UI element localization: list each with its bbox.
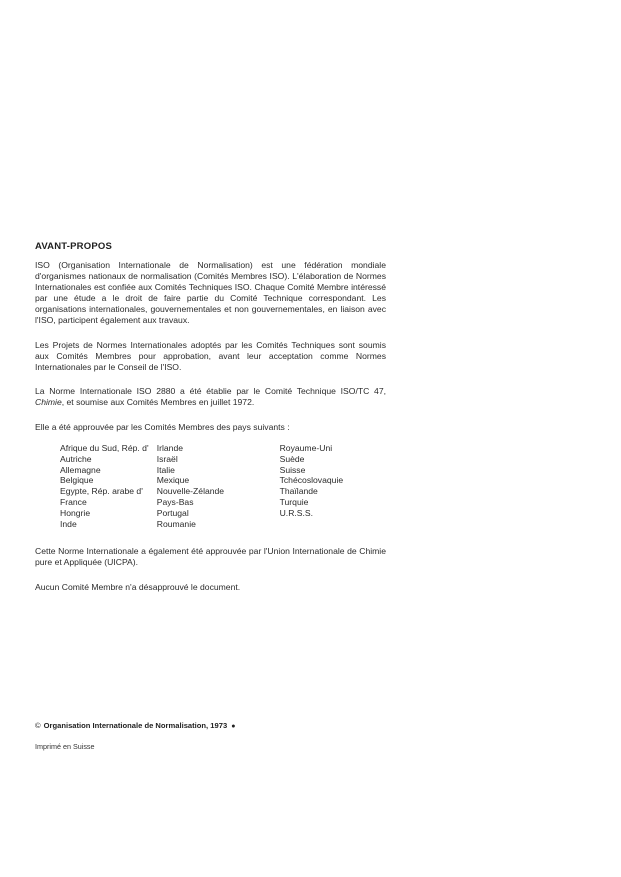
- country-item: Mexique: [156, 475, 190, 486]
- country-item: Royaume-Uni: [279, 443, 333, 453]
- country-item: Pays-Bas: [156, 496, 194, 507]
- countries-column-2: [157, 443, 280, 529]
- paragraph-standard-origin: [35, 386, 386, 408]
- paragraph-approval-intro: Elle a été approuvée par les Comités Membres des pays suivants :: [35, 422, 290, 432]
- printed-in-note: Imprimé en Suisse: [35, 742, 95, 751]
- country-item: Suède: [279, 453, 305, 464]
- country-item: Inde: [60, 518, 77, 529]
- bullet-icon: ●: [231, 723, 236, 730]
- country-item: Portugal: [156, 507, 189, 518]
- foreword-section: [35, 241, 386, 593]
- copyright-line: [35, 721, 435, 730]
- country-item: France: [60, 496, 87, 507]
- country-item: Autriche: [60, 453, 92, 464]
- country-item: Afrique du Sud, Rép. d': [60, 443, 149, 453]
- paragraph-iso-description: ISO (Organisation Internationale de Normalisation) est une fédération mondiale d'organismes nationaux de normalisation (Comités Membres ISO). L'élaboration de Normes Internationales est confiée aux Comités Techniques ISO. Chaque Comité Membre intéressé par une étude a le droit de faire partie du Comité Technique correspondant. Les organisations internationales, gouvernementales et non gouvernementales, en liaison avec l'ISO, participent également aux travaux.: [35, 260, 386, 325]
- country-item: Allemagne: [60, 464, 101, 475]
- countries-column-1: [60, 443, 157, 529]
- country-item: Suisse: [279, 464, 306, 475]
- country-item: Hongrie: [60, 507, 91, 518]
- country-item: Egypte, Rép. arabe d': [60, 486, 143, 497]
- paragraph-standard-origin-end: , et soumise aux Comités Membres en juillet 1972.: [61, 397, 255, 407]
- committee-name-italic: Chimie: [35, 397, 62, 407]
- country-item: Tchécoslovaquie: [279, 475, 344, 486]
- country-item: Belgique: [60, 475, 94, 486]
- paragraph-iupac-approval: Cette Norme Internationale a également été approuvée par l'Union Internationale de Chimie pure et Appliquée (UICPA).: [35, 546, 386, 568]
- page-footer: [35, 721, 435, 751]
- country-item: Thaïlande: [279, 486, 318, 497]
- country-item: Turquie: [279, 496, 309, 507]
- copyright-symbol: ©: [35, 721, 41, 730]
- country-item: Italie: [156, 464, 175, 475]
- country-item: Irlande: [156, 443, 184, 453]
- foreword-heading: AVANT-PROPOS: [35, 241, 112, 252]
- country-item: Roumanie: [156, 518, 196, 529]
- paragraph-standard-origin-start: La Norme Internationale ISO 2880 a été établie par le Comité Technique ISO/TC 47,: [35, 386, 386, 396]
- countries-column-3: [280, 443, 386, 529]
- country-item: Israël: [156, 453, 178, 464]
- approving-countries-list: [35, 443, 386, 529]
- paragraph-no-disapproval: Aucun Comité Membre n'a désapprouvé le document.: [35, 582, 241, 593]
- paragraph-draft-standards: Les Projets de Normes Internationales adoptés par les Comités Techniques sont soumis aux Comités Membres pour approbation, avant leur acceptation comme Normes Internationales par le Conseil de l'ISO.: [35, 340, 386, 372]
- copyright-text: Organisation Internationale de Normalisation, 1973: [43, 721, 228, 730]
- country-item: Nouvelle-Zélande: [156, 486, 225, 497]
- country-item: U.R.S.S.: [279, 507, 314, 518]
